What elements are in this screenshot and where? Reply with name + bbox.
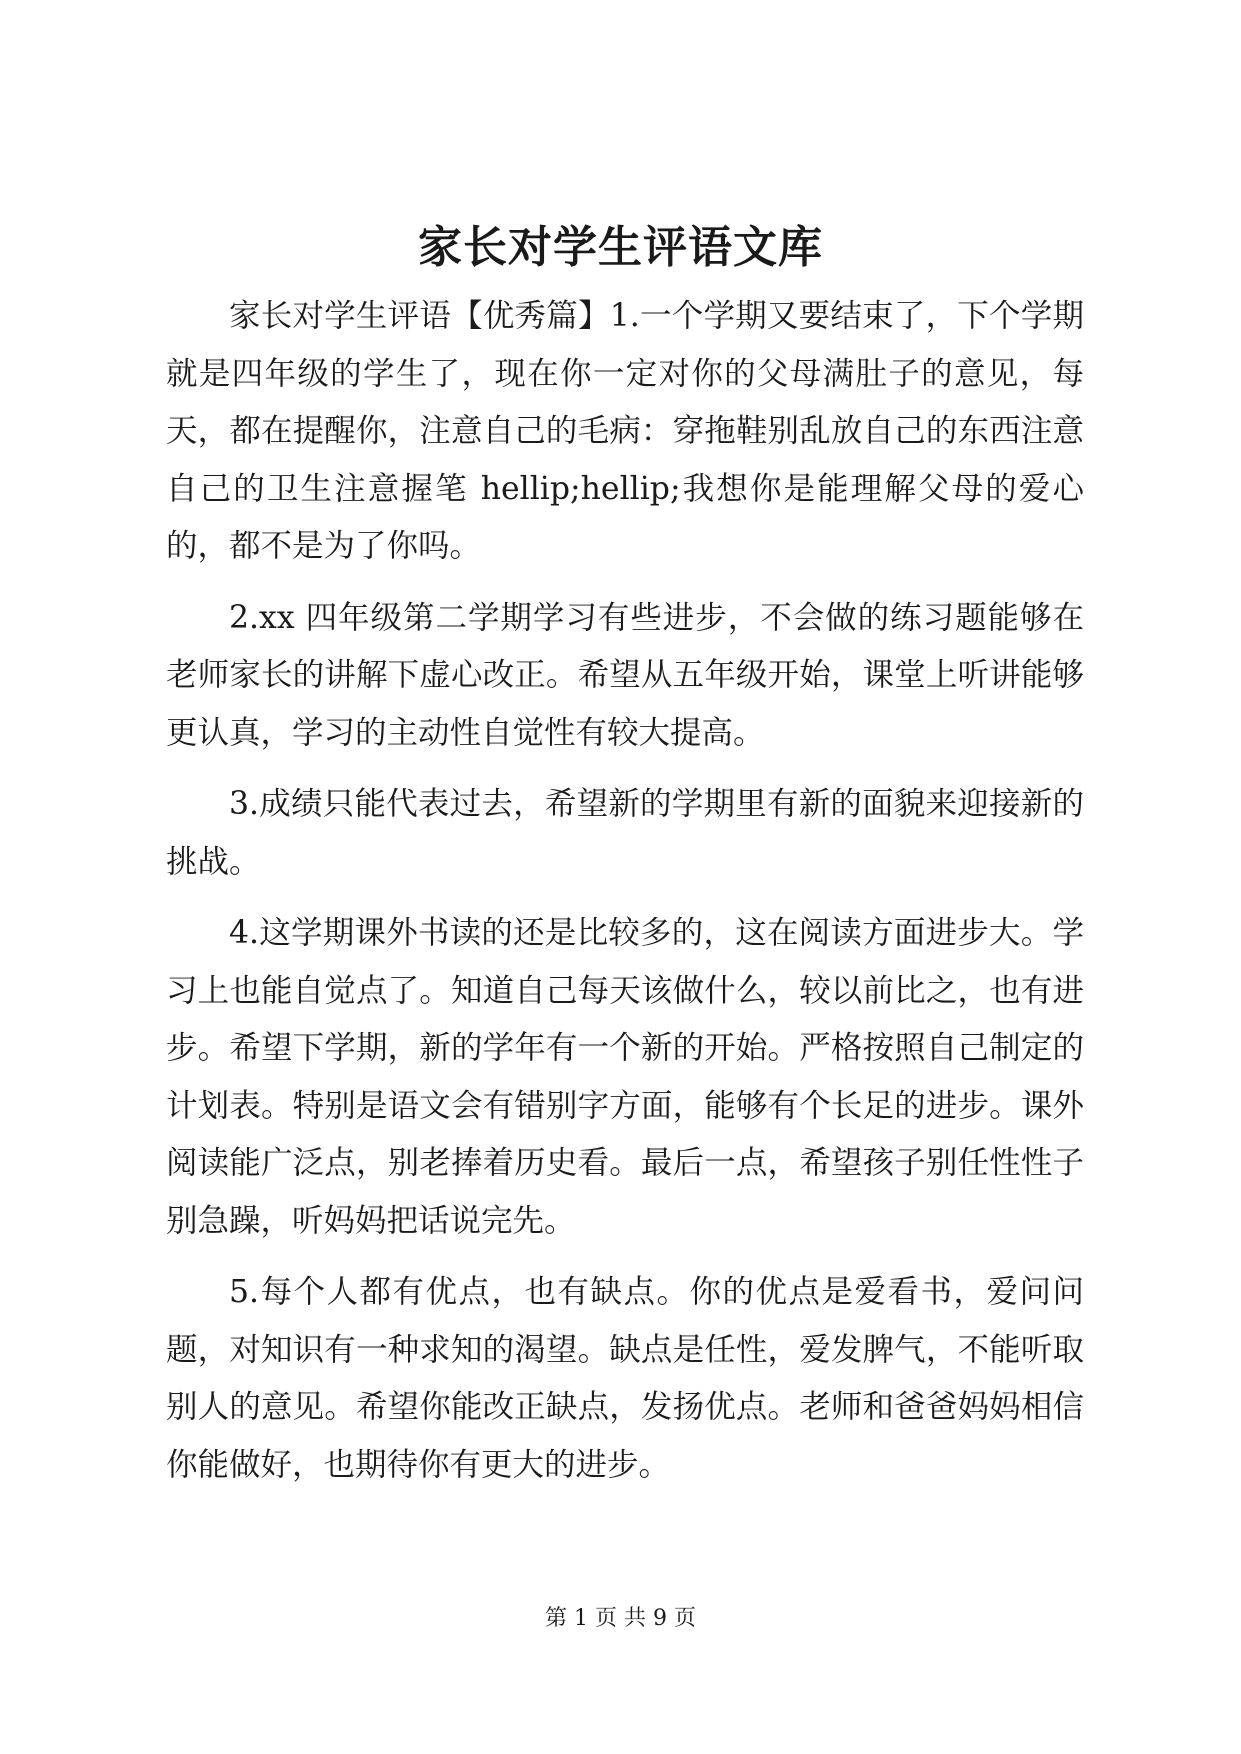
paragraph-2: 2.xx 四年级第二学期学习有些进步，不会做的练习题能够在老师家长的讲解下虚心改正。希望从五年级开始，课堂上听讲能够更认真，学习的主动性自觉性有较大提高。 xyxy=(166,599,1084,751)
page-footer: 第 1 页 共 9 页 xyxy=(545,1606,696,1631)
paragraph-5: 5.每个人都有优点，也有缺点。你的优点是爱看书，爱问问题，对知识有一种求知的渴望。缺点是任性，爱发脾气，不能听取别人的意见。希望你能改正缺点，发扬优点。老师和爸爸妈妈相信你能做好，也期待你有更大的进步。 xyxy=(166,1274,1084,1483)
document-title: 家长对学生评语文库 xyxy=(418,222,823,273)
paragraph-1: 家长对学生评语【优秀篇】1.一个学期又要结束了，下个学期就是四年级的学生了，现在你一定对你的父母满肚子的意见，每天，都在提醒你，注意自己的毛病：穿拖鞋别乱放自己的东西注意自己的卫生注意握笔 hellip;hellip;我想你是能理解父母的爱心的，都不是为了你吗。 xyxy=(166,298,1084,564)
document-body xyxy=(166,288,1084,1508)
paragraph-3: 3.成绩只能代表过去，希望新的学期里有新的面貌来迎接新的挑战。 xyxy=(166,786,1084,880)
paragraph-4: 4.这学期课外书读的还是比较多的，这在阅读方面进步大。学习上也能自觉点了。知道自己每天该做什么，较以前比之，也有进步。希望下学期，新的学年有一个新的开始。严格按照自己制定的计划表。特别是语文会有错别字方面，能够有个长足的进步。课外阅读能广泛点，别老捧着历史看。最后一点，希望孩子别任性性子别急躁，听妈妈把话说完先。 xyxy=(166,915,1084,1239)
